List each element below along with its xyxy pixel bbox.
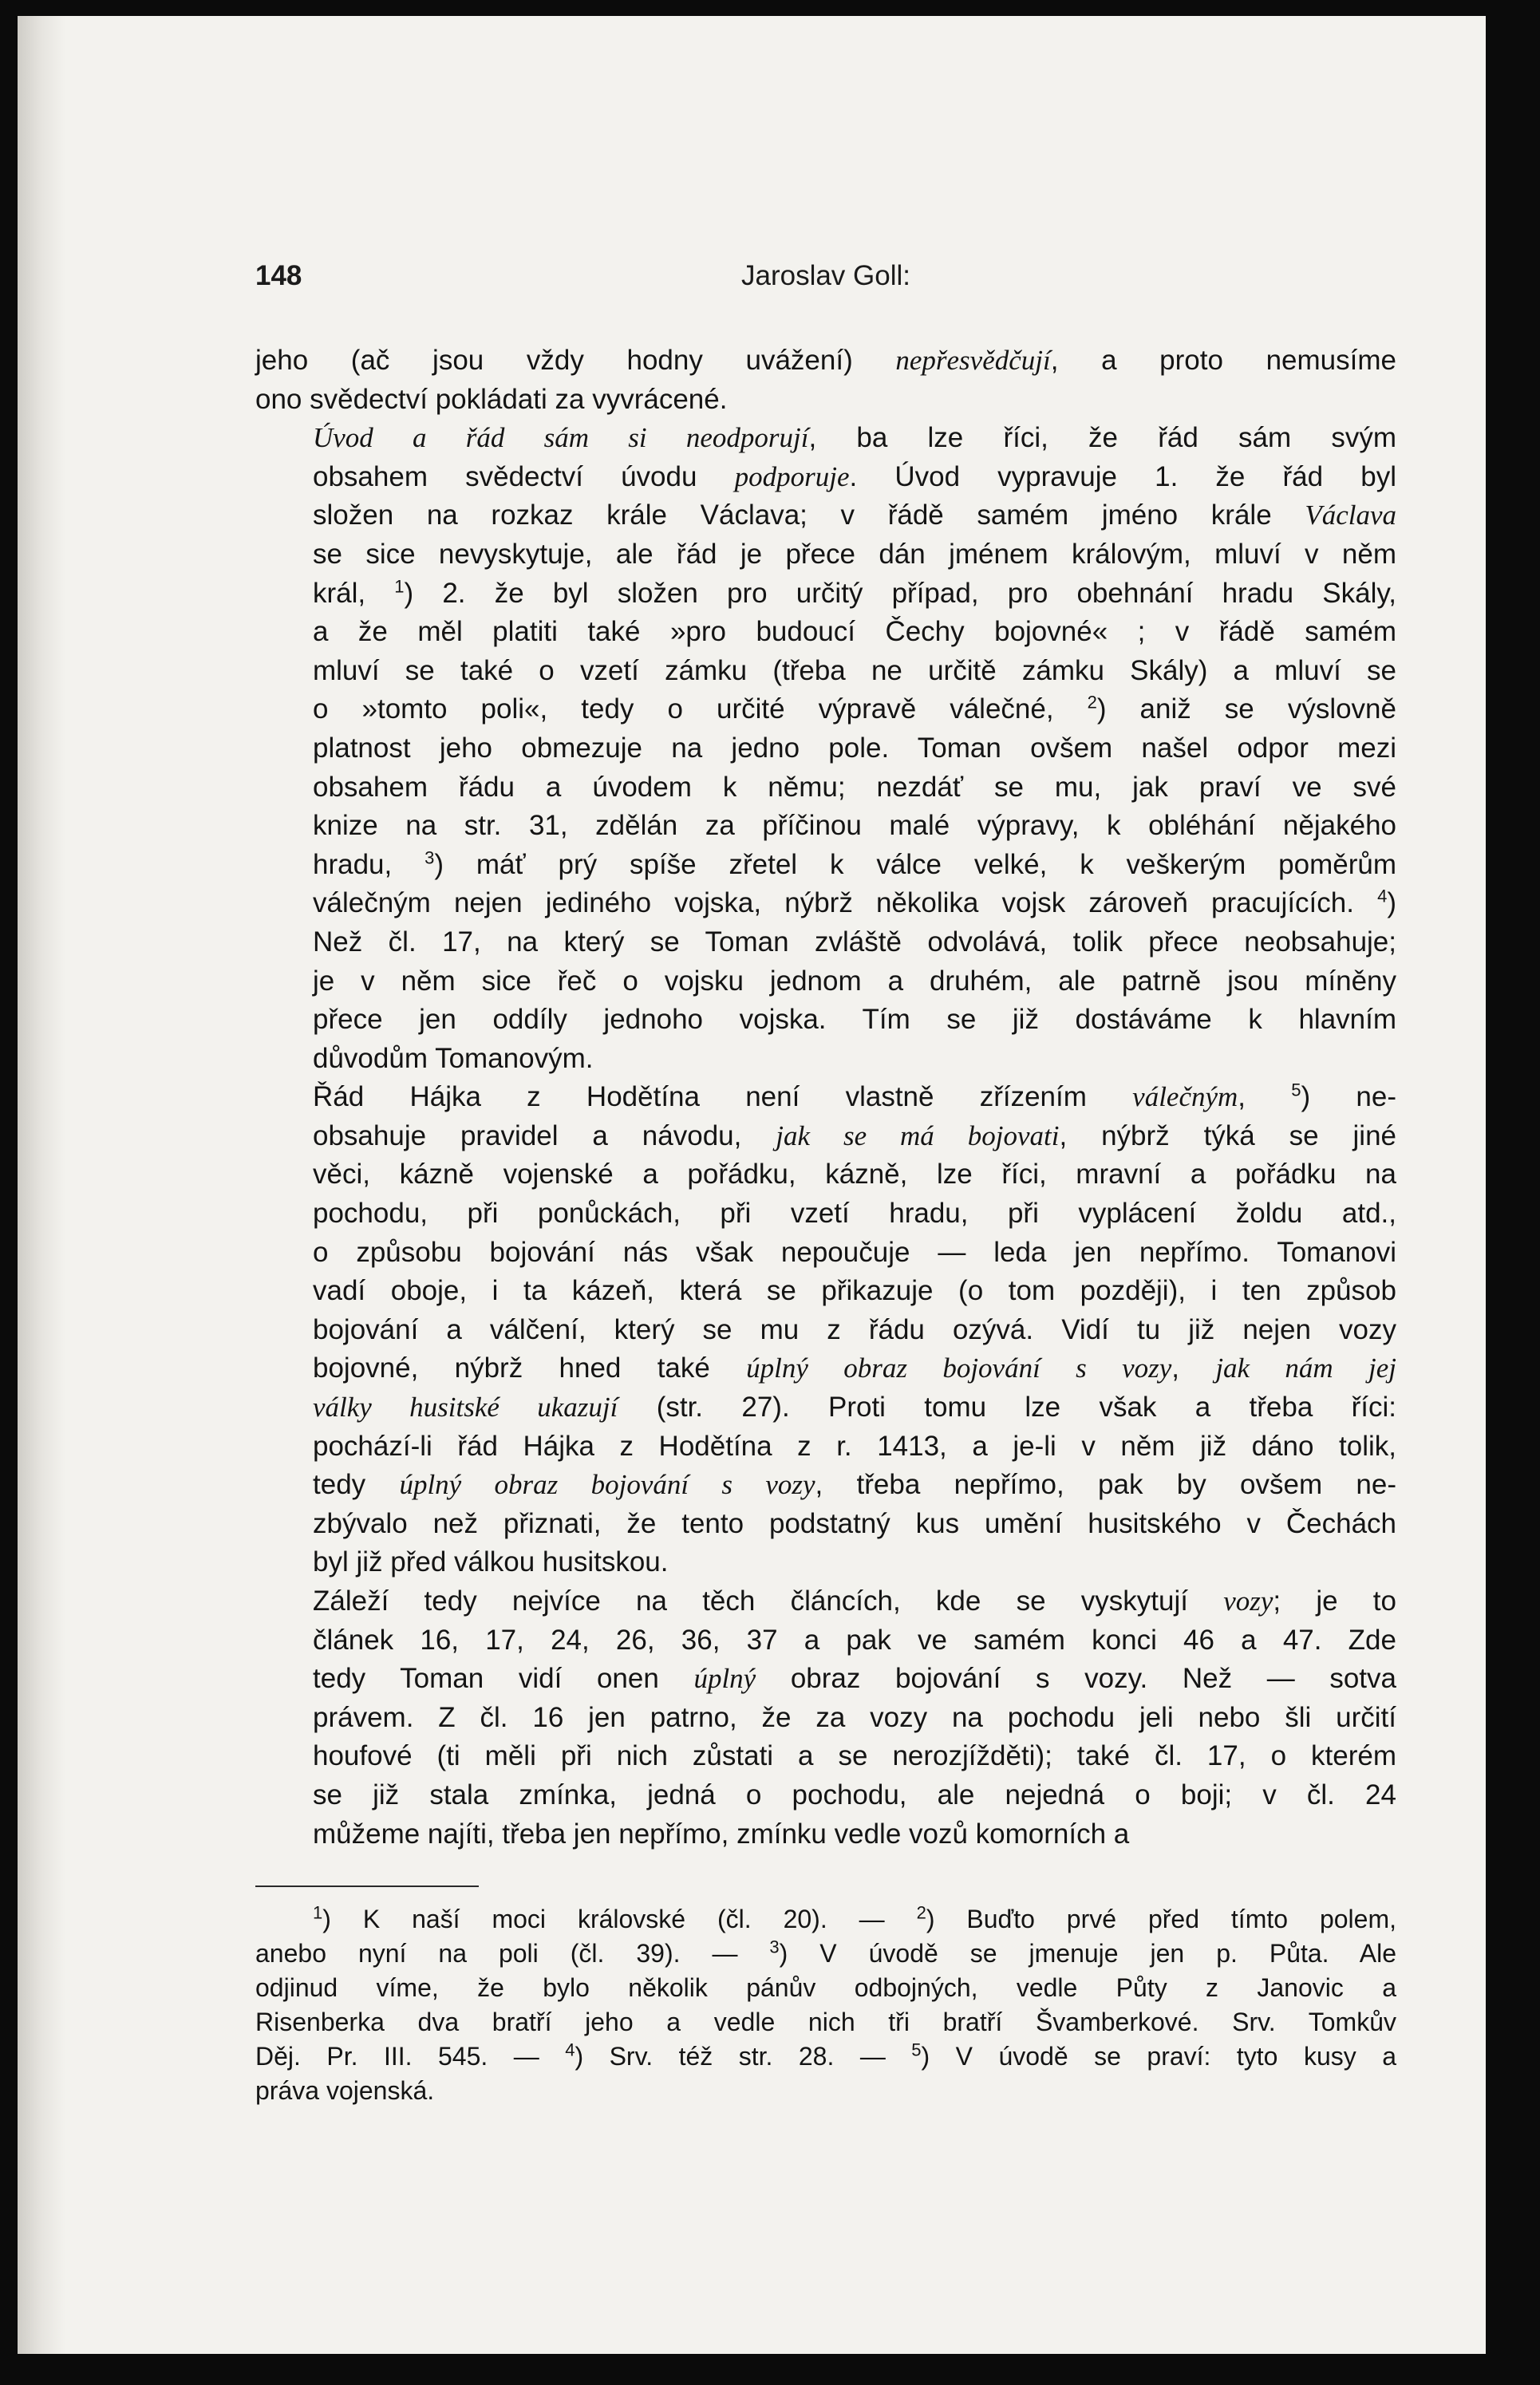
text-line: můžeme najíti, třeba jen nepřímo, zmínku vedle vozů komorních a [313,1818,1130,1850]
text-line: král, $^1$) 2. že byl složen pro určitý případ, pro obehnání hradu Skály, [313,575,1396,609]
text-line: Než čl. 17, na který se Toman zvláště odvolává, tolik přece neobsahuje; [313,926,1396,958]
footnote-line: práva vojenská. [255,2076,435,2105]
text-line: obsahem řádu a úvodem k němu; nezdáť se mu, jak praví ve své [313,771,1396,803]
paragraph-4 [255,1582,1396,1854]
text-line: byl již před válkou husitskou. [313,1546,669,1578]
text-line: houfové (ti měli při nich zůstati a se nerozjížděti); také čl. 17, o kterém [313,1740,1396,1772]
text-line: důvodům Tomanovým. [313,1042,594,1074]
text-line: obsahuje pravidel a návodu, jak se má bojovati, nýbrž týká se jiné [313,1119,1397,1151]
text-line: pochází-li řád Hájka z Hodětína z r. 1413, a je-li v něm již dáno tolik, [313,1430,1396,1462]
text-line: platnost jeho obmezuje na jedno pole. Toman ovšem našel odpor mezi [313,732,1396,764]
main-text [255,342,1396,1854]
page-gutter-shadow [18,16,65,2354]
footnote-line: Risenberka dva bratří jeho a vedle nich tři bratří Švamberkové. Srv. Tomkův [255,2008,1396,2036]
text-line: hradu, $^3$) máť prý spíše zřetel k válce velké, k veškerým poměrům [313,847,1396,880]
text-line: právem. Z čl. 16 jen patrno, že za vozy na pochodu jeli nebo šli určití [313,1701,1396,1733]
text-line: přece jen oddíly jednoho vojska. Tím se již dostáváme k hlavním [313,1004,1396,1036]
text-line: války husitské ukazují (str. 27). Proti tomu lze však a třeba říci: [313,1392,1396,1423]
text-line: vadí oboje, i ta kázeň, která se přikazuje (o tom později), i ten způsob [313,1275,1396,1307]
text-line: tedy Toman vidí onen úplný obraz bojování s vozy. Než — sotva [313,1663,1397,1695]
text-line: knize na str. 31, zdělán za příčinou malé výpravy, k obléhání nějakého [313,810,1396,842]
book-page [18,16,1486,2354]
text-line: složen na rozkaz krále Václava; v řádě samém jméno krále Václava [313,500,1396,531]
paragraph-2 [255,419,1396,1078]
text-line: bojování a válčení, který se mu z řádu ozývá. Vidí tu již nejen vozy [313,1313,1396,1345]
text-line: obsahem svědectví úvodu podporuje. Úvod vypravuje 1. že řád byl [313,460,1396,492]
text-line: věci, kázně vojenské a pořádku, kázně, lze říci, mravní a pořádku na [313,1159,1396,1191]
page-header [255,260,1396,300]
text-line: mluví se také o vzetí zámku (třeba ne určitě zámku Skály) a mluví se [313,654,1396,686]
text-line: o »tomto poli«, tedy o určité výpravě válečné, $^2$) aniž se výslovně [313,692,1396,725]
text-line: a že měl platiti také »pro budoucí Čechy bojovné« ; v řádě samém [313,616,1396,648]
paragraph-3 [255,1078,1396,1582]
paragraph-1 [255,342,1396,419]
text-line: je v něm sice řeč o vojsku jednom a druhém, ale patrně jsou míněny [313,965,1396,997]
text-line: ono svědectví pokládati za vyvrácené. [255,383,728,415]
page-number: 148 [255,260,302,291]
text-line: Záleží tedy nejvíce na těch článcích, kde se vyskytují vozy; je to [313,1585,1396,1617]
running-title: Jaroslav Goll: [740,260,911,291]
text-line: o způsobu bojování nás však nepoučuje — leda jen nepřímo. Tomanovi [313,1236,1396,1268]
footnote-line: Děj. Pr. III. 545. — $^4$) Srv. též str. 28. — $^5$) V úvodě se praví: tyto kusy a [255,2039,1397,2071]
text-line: článek 16, 17, 24, 26, 36, 37 a pak ve samém konci 46 a 47. Zde [313,1624,1396,1656]
footnote-line: $^1$) K naší moci královské (čl. 20). — $^2$) Buďto prvé před tímto polem, [313,1902,1397,1933]
text-line: bojovné, nýbrž hned také úplný obraz bojování s vozy, jak nám jej [313,1352,1396,1384]
footnotes [255,1902,1396,2108]
text-line: pochodu, při ponůckách, při vzetí hradu, při vyplácení žoldu atd., [313,1198,1396,1230]
text-line: zbývalo než přiznati, že tento podstatný kus umění husitského v Čechách [313,1507,1396,1539]
footnote-line: anebo nyní na poli (čl. 39). — $^3$) V úvodě se jmenuje jen p. Půta. Ale [255,1937,1397,1968]
text-line: válečným nejen jediného vojska, nýbrž několika vojsk zároveň pracujících. $^4$) [313,886,1396,919]
text-line: tedy úplný obraz bojování s vozy, třeba nepřímo, pak by ovšem ne- [313,1469,1396,1501]
footnote-line: odjinud víme, že bylo několik pánův odbojných, vedle Půty z Janovic a [255,1973,1396,2002]
text-line: se již stala zmínka, jedná o pochodu, ale nejedná o boji; v čl. 24 [313,1779,1396,1810]
text-line: se sice nevyskytuje, ale řád je přece dán jménem královým, mluví v něm [313,538,1396,570]
text-line: Úvod a řád sám si neodporují, ba lze říci, že řád sám svým [313,422,1397,454]
text-line: Řád Hájka z Hodětína není vlastně zřízením válečným, $^5$) ne- [313,1080,1397,1113]
footnote-divider [255,1885,479,1887]
text-line: jeho (ač jsou vždy hodny uvážení) nepřesvědčují, a proto nemusíme [255,345,1396,376]
